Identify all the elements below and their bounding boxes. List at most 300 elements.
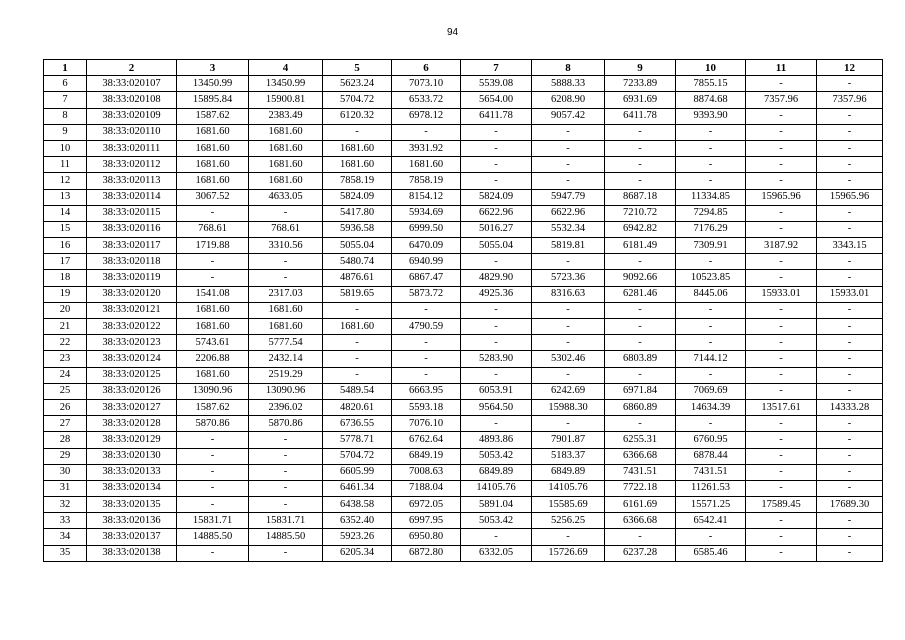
table-cell: 5777.54	[249, 335, 323, 351]
table-cell: -	[746, 254, 817, 270]
table-cell: 6878.44	[676, 448, 746, 464]
table-cell: 7858.19	[323, 173, 392, 189]
table-cell: 7431.51	[676, 464, 746, 480]
table-cell: -	[817, 205, 883, 221]
table-cell: 4893.86	[461, 432, 532, 448]
table-row	[44, 157, 883, 173]
table-cell: 1541.08	[177, 286, 249, 302]
table-cell: 5934.69	[392, 205, 461, 221]
table-cell: 9057.42	[532, 108, 605, 124]
table-cell: 6533.72	[392, 92, 461, 108]
table-cell: 38:33:020111	[87, 140, 177, 156]
table-cell: 5183.37	[532, 448, 605, 464]
table-cell: -	[817, 432, 883, 448]
table-cell: 5824.09	[461, 189, 532, 205]
table-cell: -	[461, 254, 532, 270]
table-cell: -	[249, 464, 323, 480]
table-cell: 7901.87	[532, 432, 605, 448]
table-cell: 38:33:020117	[87, 238, 177, 254]
table-row	[44, 383, 883, 399]
table-cell: 6942.82	[605, 221, 676, 237]
table-row	[44, 416, 883, 432]
table-cell: 5947.79	[532, 189, 605, 205]
table-cell: -	[323, 124, 392, 140]
table-cell: 6736.55	[323, 416, 392, 432]
table-row	[44, 221, 883, 237]
table-cell: 6181.49	[605, 238, 676, 254]
table-cell: -	[746, 157, 817, 173]
table-cell: 38:33:020134	[87, 480, 177, 496]
table-cell: 4829.90	[461, 270, 532, 286]
table-cell: 7357.96	[746, 92, 817, 108]
table-cell: 4633.05	[249, 189, 323, 205]
table-cell: 2383.49	[249, 108, 323, 124]
table-cell: -	[323, 367, 392, 383]
table-cell: -	[746, 545, 817, 561]
table-cell: -	[249, 497, 323, 513]
table-cell: -	[249, 254, 323, 270]
column-header: 6	[392, 60, 461, 76]
table-cell: -	[746, 140, 817, 156]
table-cell: 21	[44, 319, 87, 335]
table-cell: 38:33:020116	[87, 221, 177, 237]
table-cell: 38:33:020114	[87, 189, 177, 205]
table-cell: 7431.51	[605, 464, 676, 480]
table-cell: 11	[44, 157, 87, 173]
table-cell: 14105.76	[532, 480, 605, 496]
table-cell: 5704.72	[323, 448, 392, 464]
table-row	[44, 464, 883, 480]
table-cell: 6332.05	[461, 545, 532, 561]
column-header: 9	[605, 60, 676, 76]
table-cell: -	[532, 140, 605, 156]
table-cell: -	[532, 319, 605, 335]
table-cell: 11334.85	[676, 189, 746, 205]
table-cell: 5778.71	[323, 432, 392, 448]
table-cell: -	[605, 335, 676, 351]
table-cell: 9564.50	[461, 399, 532, 415]
table-cell: 38:33:020113	[87, 173, 177, 189]
table-cell: 13450.99	[177, 76, 249, 92]
table-row	[44, 529, 883, 545]
table-cell: -	[817, 464, 883, 480]
table-cell: -	[746, 367, 817, 383]
table-cell: 7176.29	[676, 221, 746, 237]
table-cell: 6352.40	[323, 513, 392, 529]
table-cell: -	[817, 416, 883, 432]
table-cell: 2519.29	[249, 367, 323, 383]
table-cell: 15831.71	[177, 513, 249, 529]
table-cell: 15	[44, 221, 87, 237]
table-cell: 6931.69	[605, 92, 676, 108]
table-cell: 6205.34	[323, 545, 392, 561]
table-cell: 1681.60	[177, 173, 249, 189]
table-cell: 6120.32	[323, 108, 392, 124]
table-cell: -	[461, 416, 532, 432]
table-cell: 1681.60	[177, 124, 249, 140]
column-header: 2	[87, 60, 177, 76]
table-cell: -	[605, 157, 676, 173]
table-row	[44, 545, 883, 561]
table-cell: 5593.18	[392, 399, 461, 415]
table-cell: 6663.95	[392, 383, 461, 399]
table-cell: -	[605, 124, 676, 140]
table-cell: 13517.61	[746, 399, 817, 415]
table-cell: 6461.34	[323, 480, 392, 496]
table-cell: 6622.96	[461, 205, 532, 221]
table-cell: 6605.99	[323, 464, 392, 480]
table-cell: 16	[44, 238, 87, 254]
table-cell: 38:33:020136	[87, 513, 177, 529]
table-cell: 3067.52	[177, 189, 249, 205]
table-cell: 6849.19	[392, 448, 461, 464]
table-cell: -	[817, 157, 883, 173]
table-cell: 6585.46	[676, 545, 746, 561]
table-cell: 2206.88	[177, 351, 249, 367]
table-cell: -	[746, 302, 817, 318]
table-cell: 5055.04	[461, 238, 532, 254]
table-cell: -	[532, 254, 605, 270]
table-cell: -	[746, 351, 817, 367]
table-cell: 17	[44, 254, 87, 270]
column-header: 3	[177, 60, 249, 76]
table-cell: 2317.03	[249, 286, 323, 302]
table-cell: 19	[44, 286, 87, 302]
table-cell: -	[817, 76, 883, 92]
table-cell: -	[323, 351, 392, 367]
table-row	[44, 302, 883, 318]
table-cell: -	[249, 270, 323, 286]
table-cell: 6053.91	[461, 383, 532, 399]
table-cell: -	[676, 529, 746, 545]
table-cell: 29	[44, 448, 87, 464]
table-cell: 8687.18	[605, 189, 676, 205]
table-cell: -	[676, 173, 746, 189]
table-cell: -	[817, 254, 883, 270]
table-cell: 15965.96	[817, 189, 883, 205]
table-cell: 768.61	[249, 221, 323, 237]
table-cell: 14333.28	[817, 399, 883, 415]
table-cell: 4925.36	[461, 286, 532, 302]
table-cell: 1587.62	[177, 399, 249, 415]
table-cell: 38:33:020109	[87, 108, 177, 124]
table-cell: 8874.68	[676, 92, 746, 108]
table-cell: -	[817, 108, 883, 124]
table-cell: -	[817, 173, 883, 189]
table-cell: 768.61	[177, 221, 249, 237]
table-cell: -	[746, 513, 817, 529]
table-cell: -	[532, 529, 605, 545]
table-cell: 5256.25	[532, 513, 605, 529]
table-cell: 9092.66	[605, 270, 676, 286]
table-cell: 7858.19	[392, 173, 461, 189]
table-cell: 6971.84	[605, 383, 676, 399]
table-cell: 8154.12	[392, 189, 461, 205]
table-cell: 6997.95	[392, 513, 461, 529]
table-cell: 38:33:020123	[87, 335, 177, 351]
table-cell: 38:33:020122	[87, 319, 177, 335]
table-cell: -	[323, 302, 392, 318]
table-cell: -	[746, 432, 817, 448]
table-cell: -	[817, 383, 883, 399]
table-cell: 15571.25	[676, 497, 746, 513]
table-cell: -	[177, 545, 249, 561]
table-cell: -	[605, 173, 676, 189]
table-cell: -	[249, 545, 323, 561]
table-cell: 7069.69	[676, 383, 746, 399]
table-cell: 13090.96	[177, 383, 249, 399]
table-cell: -	[676, 367, 746, 383]
table-cell: 7309.91	[676, 238, 746, 254]
data-table	[43, 59, 883, 562]
table-row	[44, 367, 883, 383]
table-cell: 13	[44, 189, 87, 205]
table-cell: 38:33:020108	[87, 92, 177, 108]
table-cell: -	[461, 302, 532, 318]
table-cell: 6281.46	[605, 286, 676, 302]
table-cell: 20	[44, 302, 87, 318]
table-cell: -	[249, 432, 323, 448]
table-cell: 24	[44, 367, 87, 383]
table-cell: 5819.65	[323, 286, 392, 302]
table-cell: 1681.60	[249, 302, 323, 318]
table-cell: -	[249, 205, 323, 221]
table-cell: -	[532, 302, 605, 318]
table-cell: -	[817, 124, 883, 140]
table-cell: 9393.90	[676, 108, 746, 124]
table-cell: 15933.01	[746, 286, 817, 302]
table-cell: 5873.72	[392, 286, 461, 302]
table-cell: 15831.71	[249, 513, 323, 529]
table-cell: -	[532, 367, 605, 383]
table-cell: 38:33:020107	[87, 76, 177, 92]
table-cell: -	[177, 432, 249, 448]
table-cell: 38:33:020130	[87, 448, 177, 464]
table-row	[44, 108, 883, 124]
table-cell: 5302.46	[532, 351, 605, 367]
table-cell: -	[817, 140, 883, 156]
table-cell: 5016.27	[461, 221, 532, 237]
table-cell: 6470.09	[392, 238, 461, 254]
table-cell: 33	[44, 513, 87, 529]
table-cell: 13090.96	[249, 383, 323, 399]
table-cell: 34	[44, 529, 87, 545]
table-cell: -	[177, 464, 249, 480]
table-cell: -	[177, 480, 249, 496]
table-cell: 9	[44, 124, 87, 140]
table-cell: 17689.30	[817, 497, 883, 513]
table-cell: -	[817, 302, 883, 318]
table-cell: 4876.61	[323, 270, 392, 286]
table-row	[44, 205, 883, 221]
table-cell: -	[746, 270, 817, 286]
table-cell: 10523.85	[676, 270, 746, 286]
table-cell: -	[817, 335, 883, 351]
table-cell: 7188.04	[392, 480, 461, 496]
table-cell: 8445.06	[676, 286, 746, 302]
table-cell: -	[676, 416, 746, 432]
table-cell: 5704.72	[323, 92, 392, 108]
table-cell: 38:33:020121	[87, 302, 177, 318]
header-row	[44, 60, 883, 76]
table-cell: -	[392, 367, 461, 383]
table-cell: 6208.90	[532, 92, 605, 108]
table-cell: 14885.50	[249, 529, 323, 545]
table-cell: 6872.80	[392, 545, 461, 561]
table-cell: 3931.92	[392, 140, 461, 156]
table-cell: 6161.69	[605, 497, 676, 513]
table-row	[44, 286, 883, 302]
table-cell: 6803.89	[605, 351, 676, 367]
table-cell: -	[532, 173, 605, 189]
table-cell: 38:33:020119	[87, 270, 177, 286]
table-cell: 6411.78	[461, 108, 532, 124]
table-cell: -	[605, 416, 676, 432]
table-cell: 38:33:020110	[87, 124, 177, 140]
table-cell: -	[177, 270, 249, 286]
table-cell: 5055.04	[323, 238, 392, 254]
table-cell: 6366.68	[605, 448, 676, 464]
table-cell: -	[177, 205, 249, 221]
table-cell: -	[392, 124, 461, 140]
table-cell: 1681.60	[177, 157, 249, 173]
table-cell: 7233.89	[605, 76, 676, 92]
table-cell: 38:33:020138	[87, 545, 177, 561]
table-cell: -	[746, 205, 817, 221]
table-cell: 15900.81	[249, 92, 323, 108]
table-cell: -	[532, 416, 605, 432]
table-cell: 1681.60	[392, 157, 461, 173]
table-cell: 6860.89	[605, 399, 676, 415]
table-cell: 6762.64	[392, 432, 461, 448]
table-cell: -	[746, 221, 817, 237]
table-cell: -	[532, 335, 605, 351]
table-cell: 32	[44, 497, 87, 513]
table-cell: 31	[44, 480, 87, 496]
table-cell: 5743.61	[177, 335, 249, 351]
table-row	[44, 335, 883, 351]
table-cell: -	[746, 448, 817, 464]
table-cell: -	[461, 367, 532, 383]
table-cell: 38:33:020128	[87, 416, 177, 432]
table-cell: -	[461, 319, 532, 335]
table-cell: -	[817, 448, 883, 464]
table-cell: 6255.31	[605, 432, 676, 448]
table-cell: 15726.69	[532, 545, 605, 561]
table-cell: -	[746, 416, 817, 432]
table-cell: 5723.36	[532, 270, 605, 286]
table-row	[44, 497, 883, 513]
table-cell: 1681.60	[177, 302, 249, 318]
table-cell: 30	[44, 464, 87, 480]
table-cell: -	[746, 173, 817, 189]
table-body	[44, 76, 883, 562]
table-cell: 2432.14	[249, 351, 323, 367]
table-cell: 18	[44, 270, 87, 286]
table-cell: -	[532, 157, 605, 173]
table-cell: 1681.60	[177, 319, 249, 335]
table-cell: 14634.39	[676, 399, 746, 415]
table-cell: -	[817, 480, 883, 496]
table-cell: 7073.10	[392, 76, 461, 92]
table-row	[44, 254, 883, 270]
table-cell: 6849.89	[532, 464, 605, 480]
table-row	[44, 513, 883, 529]
table-cell: -	[249, 448, 323, 464]
table-cell: 1681.60	[177, 367, 249, 383]
table-row	[44, 270, 883, 286]
table-cell: 38:33:020120	[87, 286, 177, 302]
column-header: 5	[323, 60, 392, 76]
table-cell: 7008.63	[392, 464, 461, 480]
table-row	[44, 448, 883, 464]
column-header: 10	[676, 60, 746, 76]
table-cell: 8	[44, 108, 87, 124]
table-cell: 1587.62	[177, 108, 249, 124]
table-cell: -	[177, 448, 249, 464]
table-cell: 6411.78	[605, 108, 676, 124]
table-cell: 6978.12	[392, 108, 461, 124]
table-cell: 6849.89	[461, 464, 532, 480]
table-cell: 6438.58	[323, 497, 392, 513]
table-cell: -	[676, 124, 746, 140]
table-cell: -	[817, 513, 883, 529]
table-row	[44, 140, 883, 156]
table-cell: 14	[44, 205, 87, 221]
table-cell: 15988.30	[532, 399, 605, 415]
column-header: 7	[461, 60, 532, 76]
table-cell: -	[746, 76, 817, 92]
table-cell: -	[605, 319, 676, 335]
table-row	[44, 238, 883, 254]
table-cell: 17589.45	[746, 497, 817, 513]
table-row	[44, 173, 883, 189]
table-cell: 1681.60	[323, 319, 392, 335]
table-cell: 7294.85	[676, 205, 746, 221]
table-cell: 38:33:020112	[87, 157, 177, 173]
table-cell: -	[817, 529, 883, 545]
page-number: 94	[446, 27, 459, 38]
table-cell: 5539.08	[461, 76, 532, 92]
table-cell: -	[249, 480, 323, 496]
table-cell: 6972.05	[392, 497, 461, 513]
table-cell: 10	[44, 140, 87, 156]
table-cell: 1681.60	[249, 124, 323, 140]
table-cell: 6999.50	[392, 221, 461, 237]
table-cell: -	[817, 319, 883, 335]
table-cell: -	[461, 124, 532, 140]
table-cell: 5891.04	[461, 497, 532, 513]
table-cell: -	[676, 157, 746, 173]
table-cell: 1681.60	[249, 319, 323, 335]
table-row	[44, 399, 883, 415]
table-cell: 13450.99	[249, 76, 323, 92]
column-header: 4	[249, 60, 323, 76]
table-cell: 6	[44, 76, 87, 92]
table-cell: 1719.88	[177, 238, 249, 254]
table-cell: 6760.95	[676, 432, 746, 448]
table-cell: 38:33:020129	[87, 432, 177, 448]
table-cell: 7722.18	[605, 480, 676, 496]
table-cell: 5824.09	[323, 189, 392, 205]
table-cell: 1681.60	[323, 157, 392, 173]
table-cell: 5870.86	[177, 416, 249, 432]
table-cell: -	[817, 270, 883, 286]
table-cell: -	[676, 140, 746, 156]
table-cell: 3310.56	[249, 238, 323, 254]
table-row	[44, 92, 883, 108]
column-header: 11	[746, 60, 817, 76]
